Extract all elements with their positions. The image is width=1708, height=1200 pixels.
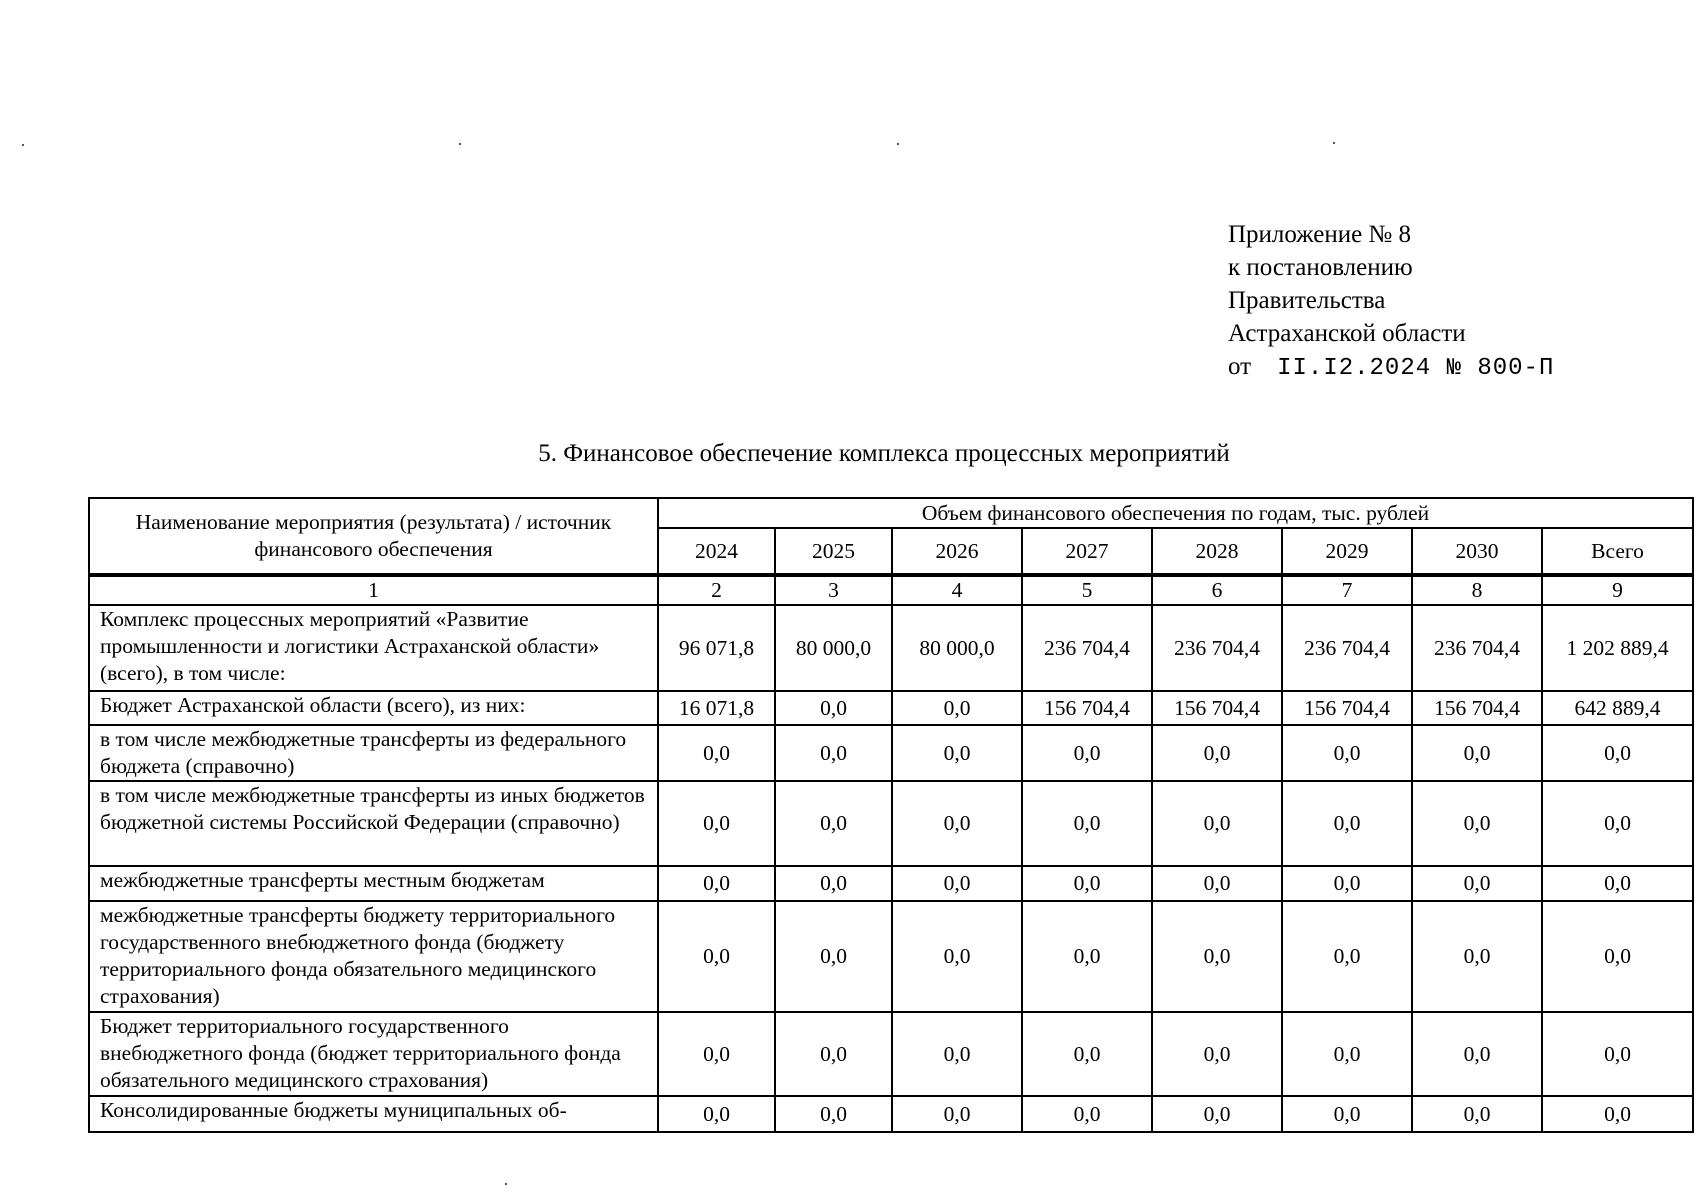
column-number-cell: 3 xyxy=(775,575,892,605)
column-number-cell: 8 xyxy=(1412,575,1542,605)
row-name-cell: межбюджетные трансферты бюджету территориального государственного внебюджетного фонда (бюджету территориального фонда обязательного медицинского страхования) xyxy=(89,901,658,1012)
value-cell: 0,0 xyxy=(775,1096,892,1132)
appendix-date-number: II.I2.2024 № 800-П xyxy=(1277,355,1555,382)
year-header-cell: 2026 xyxy=(892,528,1022,575)
value-cell: 16 071,8 xyxy=(658,691,775,725)
appendix-line-2: к постановлению xyxy=(1228,254,1413,281)
value-cell: 236 704,4 xyxy=(1152,605,1282,691)
row-name-cell: Комплекс процессных мероприятий «Развитие промышленности и логистики Астраханской области» (всего), в том числе: xyxy=(89,605,658,691)
value-cell: 156 704,4 xyxy=(1282,691,1412,725)
value-cell: 236 704,4 xyxy=(1412,605,1542,691)
value-cell: 0,0 xyxy=(1022,781,1152,866)
year-header-cell: 2024 xyxy=(658,528,775,575)
appendix-line-1: Приложение № 8 xyxy=(1228,221,1412,248)
column-number-cell: 4 xyxy=(892,575,1022,605)
value-cell: 80 000,0 xyxy=(892,605,1022,691)
value-cell: 0,0 xyxy=(1022,1096,1152,1132)
value-cell: 0,0 xyxy=(1152,901,1282,1012)
value-cell: 0,0 xyxy=(775,691,892,725)
row-name-cell: в том числе межбюджетные трансферты из федерального бюджета (справочно) xyxy=(89,725,658,781)
value-cell: 0,0 xyxy=(1412,1096,1542,1132)
value-cell: 0,0 xyxy=(1022,1012,1152,1096)
financing-table xyxy=(88,497,1694,1133)
scan-dot xyxy=(505,1183,507,1185)
value-cell: 236 704,4 xyxy=(1282,605,1412,691)
scan-dot xyxy=(897,143,899,145)
value-cell: 0,0 xyxy=(775,725,892,781)
value-cell: 0,0 xyxy=(775,866,892,901)
value-cell: 0,0 xyxy=(775,1012,892,1096)
value-cell: 0,0 xyxy=(1152,781,1282,866)
value-cell: 0,0 xyxy=(1022,866,1152,901)
column-number-cell: 9 xyxy=(1542,575,1693,605)
value-cell: 0,0 xyxy=(1542,1012,1693,1096)
year-header-cell: Всего xyxy=(1542,528,1693,575)
row-name-cell: Бюджет территориального государственного внебюджетного фонда (бюджет территориального фонда обязательного медицинского страхования) xyxy=(89,1012,658,1096)
value-cell: 0,0 xyxy=(1152,1096,1282,1132)
value-cell: 156 704,4 xyxy=(1152,691,1282,725)
table-row xyxy=(89,781,1693,866)
value-cell: 0,0 xyxy=(1412,901,1542,1012)
value-cell: 0,0 xyxy=(1412,781,1542,866)
column-number-cell: 5 xyxy=(1022,575,1152,605)
value-cell: 0,0 xyxy=(658,1096,775,1132)
value-cell: 0,0 xyxy=(892,691,1022,725)
appendix-header xyxy=(1228,218,1554,385)
value-cell: 0,0 xyxy=(892,1012,1022,1096)
row-name-cell: Бюджет Астраханской области (всего), из них: xyxy=(89,691,658,725)
value-cell: 0,0 xyxy=(658,866,775,901)
value-cell: 156 704,4 xyxy=(1412,691,1542,725)
value-cell: 0,0 xyxy=(1152,866,1282,901)
value-cell: 0,0 xyxy=(1412,866,1542,901)
column-number-cell: 7 xyxy=(1282,575,1412,605)
year-header-cell: 2028 xyxy=(1152,528,1282,575)
value-cell: 0,0 xyxy=(1412,1012,1542,1096)
value-cell: 0,0 xyxy=(1282,866,1412,901)
table-row xyxy=(89,605,1693,691)
column-number-cell: 1 xyxy=(89,575,658,605)
scan-dot xyxy=(459,143,461,145)
value-cell: 0,0 xyxy=(1152,725,1282,781)
value-cell: 0,0 xyxy=(658,781,775,866)
value-cell: 0,0 xyxy=(1022,725,1152,781)
value-cell: 0,0 xyxy=(1542,866,1693,901)
value-cell: 0,0 xyxy=(1542,725,1693,781)
section-title: 5. Финансовое обеспечение комплекса процессных мероприятий xyxy=(538,440,1230,467)
appendix-line-4: Астраханской области xyxy=(1228,320,1466,347)
year-header-cell: 2029 xyxy=(1282,528,1412,575)
value-cell: 0,0 xyxy=(892,901,1022,1012)
row-name-cell: в том числе межбюджетные трансферты из иных бюджетов бюджетной системы Российской Федерации (справочно) xyxy=(89,781,658,866)
column-number-row xyxy=(89,575,1693,605)
table-row xyxy=(89,866,1693,901)
value-cell: 0,0 xyxy=(1152,1012,1282,1096)
value-cell: 1 202 889,4 xyxy=(1542,605,1693,691)
value-cell: 642 889,4 xyxy=(1542,691,1693,725)
header-volume-cell: Объем финансового обеспечения по годам, тыс. рублей xyxy=(658,498,1693,528)
table-row xyxy=(89,1096,1693,1132)
value-cell: 0,0 xyxy=(892,866,1022,901)
value-cell: 0,0 xyxy=(775,901,892,1012)
value-cell: 0,0 xyxy=(658,725,775,781)
table-row xyxy=(89,725,1693,781)
column-number-cell: 6 xyxy=(1152,575,1282,605)
value-cell: 96 071,8 xyxy=(658,605,775,691)
value-cell: 0,0 xyxy=(1282,781,1412,866)
value-cell: 0,0 xyxy=(1542,1096,1693,1132)
table-row xyxy=(89,901,1693,1012)
header-name-cell: Наименование мероприятия (результата) / источник финансового обеспечения xyxy=(89,498,658,575)
appendix-line-3: Правительства xyxy=(1228,287,1386,314)
value-cell: 0,0 xyxy=(892,1096,1022,1132)
value-cell: 0,0 xyxy=(775,781,892,866)
value-cell: 236 704,4 xyxy=(1022,605,1152,691)
table-row xyxy=(89,691,1693,725)
value-cell: 0,0 xyxy=(1282,725,1412,781)
value-cell: 80 000,0 xyxy=(775,605,892,691)
year-header-cell: 2030 xyxy=(1412,528,1542,575)
row-name-cell: Консолидированные бюджеты муниципальных об- xyxy=(89,1096,658,1132)
scan-dot xyxy=(1333,142,1335,144)
column-number-cell: 2 xyxy=(658,575,775,605)
value-cell: 0,0 xyxy=(658,1012,775,1096)
value-cell: 0,0 xyxy=(892,725,1022,781)
value-cell: 156 704,4 xyxy=(1022,691,1152,725)
value-cell: 0,0 xyxy=(1282,1012,1412,1096)
table-row xyxy=(89,1012,1693,1096)
value-cell: 0,0 xyxy=(1542,781,1693,866)
value-cell: 0,0 xyxy=(1282,1096,1412,1132)
value-cell: 0,0 xyxy=(1412,725,1542,781)
value-cell: 0,0 xyxy=(1282,901,1412,1012)
year-header-cell: 2025 xyxy=(775,528,892,575)
appendix-date-line xyxy=(1228,350,1554,385)
row-name-cell: межбюджетные трансферты местным бюджетам xyxy=(89,866,658,901)
appendix-date-prefix: от xyxy=(1228,353,1252,380)
value-cell: 0,0 xyxy=(658,901,775,1012)
scan-dot xyxy=(22,144,24,146)
value-cell: 0,0 xyxy=(892,781,1022,866)
value-cell: 0,0 xyxy=(1022,901,1152,1012)
value-cell: 0,0 xyxy=(1542,901,1693,1012)
year-header-cell: 2027 xyxy=(1022,528,1152,575)
